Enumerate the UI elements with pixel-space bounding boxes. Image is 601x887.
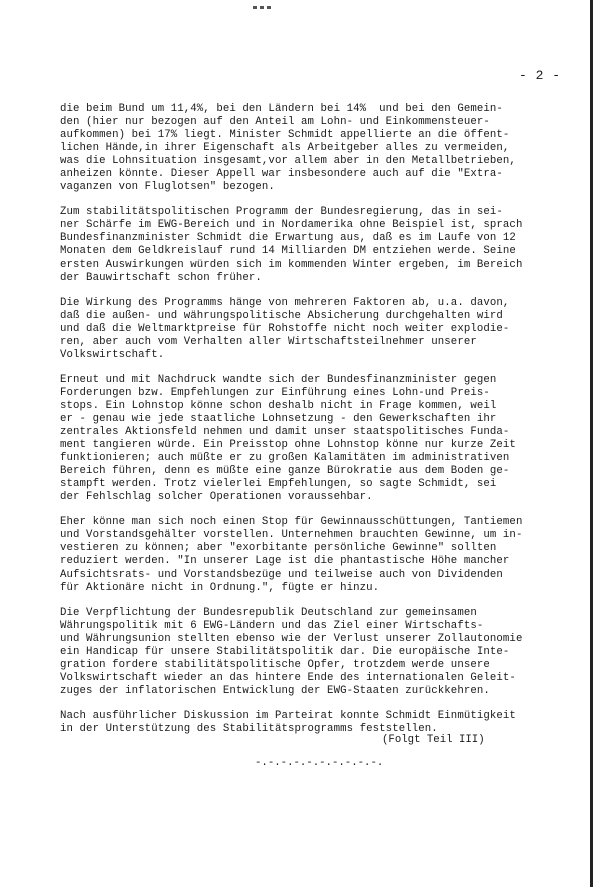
continuation-note: (Folgt Teil III)	[382, 734, 485, 747]
paragraph: Die Wirkung des Programms hänge von mehreren Faktoren ab, u.a. davon, daß die außen- und währungspolitische Absicherung durchgehalten wird und daß die Weltmarktpreise für Rohstoffe nicht noch weiter explodie- ren, aber auch vom Verhalten aller Wirtschaftsteilnehmer unserer Volkswirtschaft.	[60, 296, 510, 361]
page-edge-border	[590, 0, 593, 887]
paragraph: Eher könne man sich noch einen Stop für Gewinnausschüttungen, Tantiemen und Vorstandsgehälter vorstellen. Unternehmen brauchten Gewinne, um in- vestieren zu können; aber "exorbitante persönliche Gewinne" sollten reduziert werden. "In unserer Lage ist die phantastische Höhe mancher Aufsichtsrats- und Vorstandsbezüge und teilweise auch von Dividenden für Aktionäre nicht in Ordnung.", fügte er hinzu.	[60, 516, 523, 594]
paragraph: Erneut und mit Nachdruck wandte sich der Bundesfinanzminister gegen Forderungen bzw. Empfehlungen zur Einführung eines Lohn-und Preis- stops. Ein Lohnstop könne schon deshalb nicht in Frage kommen, weil er - genau wie jede staatliche Lohnsetzung - den Gewerkschaften ihr zentrales Aktionsfeld nehmen und damit unser staatspolitisches Funda- ment tangieren würde. Ein Preisstop ohne Lohnstop könne nur kurze Zeit funktionieren; auch müßte er zu großen Kalamitäten im administrativen Bereich führen, denn es müßte eine ganze Bürokratie aus dem Boden ge- stampft werden. Trotz vielerlei Empfehlungen, so sagte Schmidt, sei der Fehlschlag solcher Operationen voraussehbar.	[60, 373, 516, 504]
paragraph: Die Verpflichtung der Bundesrepublik Deutschland zur gemeinsamen Währungspolitik mit 6 EWG-Ländern und das Ziel einer Wirtschafts- und Währungsunion stellten ebenso wie der Verlust unserer Zollautonomie ein Handicap für unsere Stabilitätspolitik dar. Die europäische Inte- gration fordere stabilitätspolitische Opfer, trotzdem werde unsere Volkswirtschaft wieder an das hintere Ende des internationalen Geleit- zuges der inflatorischen Entwicklung der EWG-Staaten zurückkehren.	[60, 606, 523, 697]
document-body	[60, 103, 560, 770]
scan-mark	[253, 6, 271, 9]
paragraph: Zum stabilitätspolitischen Programm der Bundesregierung, das in sei- ner Schärfe im EWG-Bereich und in Nordamerika ohne Beispiel ist, sprach Bundesfinanzminister Schmidt die Erwartung aus, daß es im Laufe von 12 Monaten dem Geldkreislauf rund 14 Milliarden DM entziehen werde. Seine ersten Auswirkungen würden sich im kommenden Winter ergeben, im Bereich der Bauwirtschaft schon früher.	[60, 206, 523, 284]
paragraph: die beim Bund um 11,4%, bei den Ländern bei 14% und bei den Gemein- den (hier nur bezogen auf den Anteil am Lohn- und Einkommensteuer- aufkommen) bei 17% liegt. Minister Schmidt appellierte an die öffent- lichen Hände,in ihrer Eigenschaft als Arbeitgeber alles zu vermeiden, was die Lohnsituation insgesamt,vor allem aber in den Metallbetrieben, anheizen könnte. Dieser Appell war insbesondere auch auf die "Extra- vaganzen von Fluglotsen" bezogen.	[60, 103, 516, 194]
separator-line: -.-.-.-.-.-.-.-.-.-.	[255, 757, 384, 770]
page-number: - 2 -	[519, 68, 561, 83]
paragraph: Nach ausführlicher Diskussion im Parteirat konnte Schmidt Einmütigkeit in der Unterstützung des Stabilitätsprogramms feststellen.	[60, 709, 516, 735]
